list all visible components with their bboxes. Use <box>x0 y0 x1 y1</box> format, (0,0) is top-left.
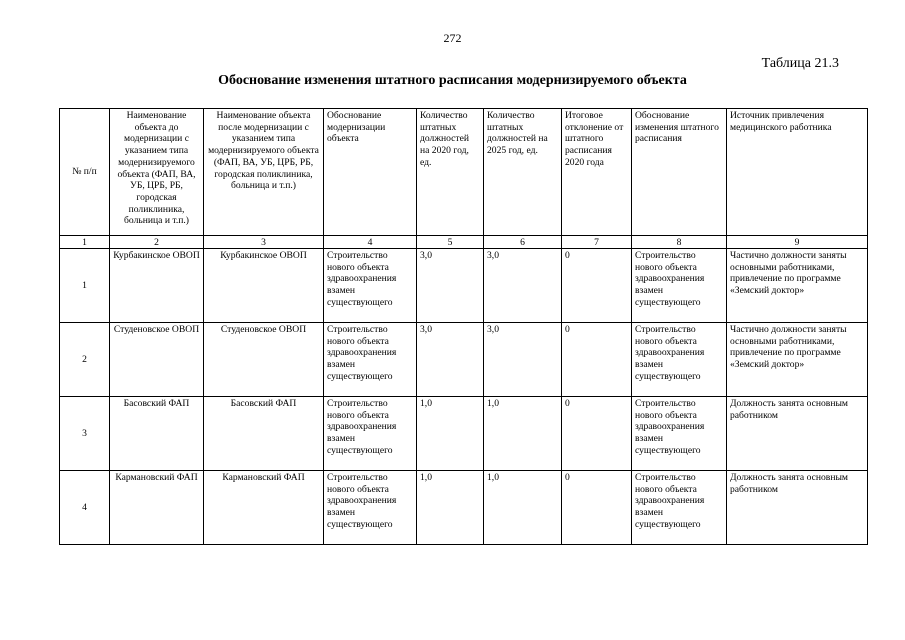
table-row <box>60 471 868 545</box>
column-number: 5 <box>417 236 484 249</box>
column-header: Наименование объекта после модернизации с указанием типа модернизируемого объекта (ФАП, ВА, УБ, ЦРБ, РБ, городская поликлиника, больница и т.п.) <box>204 109 324 236</box>
object-after: Кармановский ФАП <box>204 471 324 545</box>
row-number: 1 <box>60 249 110 323</box>
change-reason: Строительство нового объекта здравоохранения взамен существующего <box>632 249 727 323</box>
deviation: 0 <box>562 323 632 397</box>
staff-2025: 3,0 <box>484 323 562 397</box>
staff-2020: 1,0 <box>417 471 484 545</box>
staff-source: Частично должности заняты основными работниками, привлечение по программе «Земский доктор» <box>727 323 868 397</box>
modernization-reason: Строительство нового объекта здравоохранения взамен существующего <box>324 397 417 471</box>
object-before: Басовский ФАП <box>110 397 204 471</box>
staff-source: Должность занята основным работником <box>727 471 868 545</box>
column-header: Обоснование изменения штатного расписания <box>632 109 727 236</box>
staff-2020: 3,0 <box>417 323 484 397</box>
staff-2025: 1,0 <box>484 471 562 545</box>
staff-2020: 3,0 <box>417 249 484 323</box>
column-number: 4 <box>324 236 417 249</box>
table-row <box>60 323 868 397</box>
change-reason: Строительство нового объекта здравоохранения взамен существующего <box>632 471 727 545</box>
column-number: 8 <box>632 236 727 249</box>
column-header: Итоговое отклонение от штатного расписания 2020 года <box>562 109 632 236</box>
column-number-row <box>60 236 868 249</box>
column-header: Количество штатных должностей на 2020 год, ед. <box>417 109 484 236</box>
object-before: Студеновское ОВОП <box>110 323 204 397</box>
modernization-reason: Строительство нового объекта здравоохранения взамен существующего <box>324 249 417 323</box>
staff-2020: 1,0 <box>417 397 484 471</box>
object-after: Студеновское ОВОП <box>204 323 324 397</box>
change-reason: Строительство нового объекта здравоохранения взамен существующего <box>632 323 727 397</box>
table-label: Таблица 21.3 <box>761 56 839 71</box>
column-header: Обоснование модернизации объекта <box>324 109 417 236</box>
modernization-reason: Строительство нового объекта здравоохранения взамен существующего <box>324 323 417 397</box>
table-header-row <box>60 109 868 236</box>
change-reason: Строительство нового объекта здравоохранения взамен существующего <box>632 397 727 471</box>
column-header: Количество штатных должностей на 2025 год, ед. <box>484 109 562 236</box>
object-before: Курбакинское ОВОП <box>110 249 204 323</box>
column-header: Источник привлечения медицинского работника <box>727 109 868 236</box>
modernization-reason: Строительство нового объекта здравоохранения взамен существующего <box>324 471 417 545</box>
row-number: 3 <box>60 397 110 471</box>
object-after: Басовский ФАП <box>204 397 324 471</box>
column-number: 3 <box>204 236 324 249</box>
document-title: Обоснование изменения штатного расписания модернизируемого объекта <box>218 73 687 88</box>
staff-source: Должность занята основным работником <box>727 397 868 471</box>
column-number: 9 <box>727 236 868 249</box>
deviation: 0 <box>562 397 632 471</box>
row-number: 2 <box>60 323 110 397</box>
table-row <box>60 249 868 323</box>
staff-2025: 1,0 <box>484 397 562 471</box>
column-number: 6 <box>484 236 562 249</box>
column-header: Наименование объекта до модернизации с указанием типа модернизируемого объекта (ФАП, ВА, УБ, ЦРБ, РБ, городская поликлиника, больница и т.п.) <box>110 109 204 236</box>
table-row <box>60 397 868 471</box>
row-number: 4 <box>60 471 110 545</box>
column-number: 1 <box>60 236 110 249</box>
deviation: 0 <box>562 249 632 323</box>
page-number: 272 <box>443 31 462 45</box>
deviation: 0 <box>562 471 632 545</box>
object-before: Кармановский ФАП <box>110 471 204 545</box>
column-number: 7 <box>562 236 632 249</box>
column-header: № п/п <box>60 109 110 236</box>
staffing-table <box>59 108 868 545</box>
staff-2025: 3,0 <box>484 249 562 323</box>
object-after: Курбакинское ОВОП <box>204 249 324 323</box>
column-number: 2 <box>110 236 204 249</box>
staff-source: Частично должности заняты основными работниками, привлечение по программе «Земский доктор» <box>727 249 868 323</box>
